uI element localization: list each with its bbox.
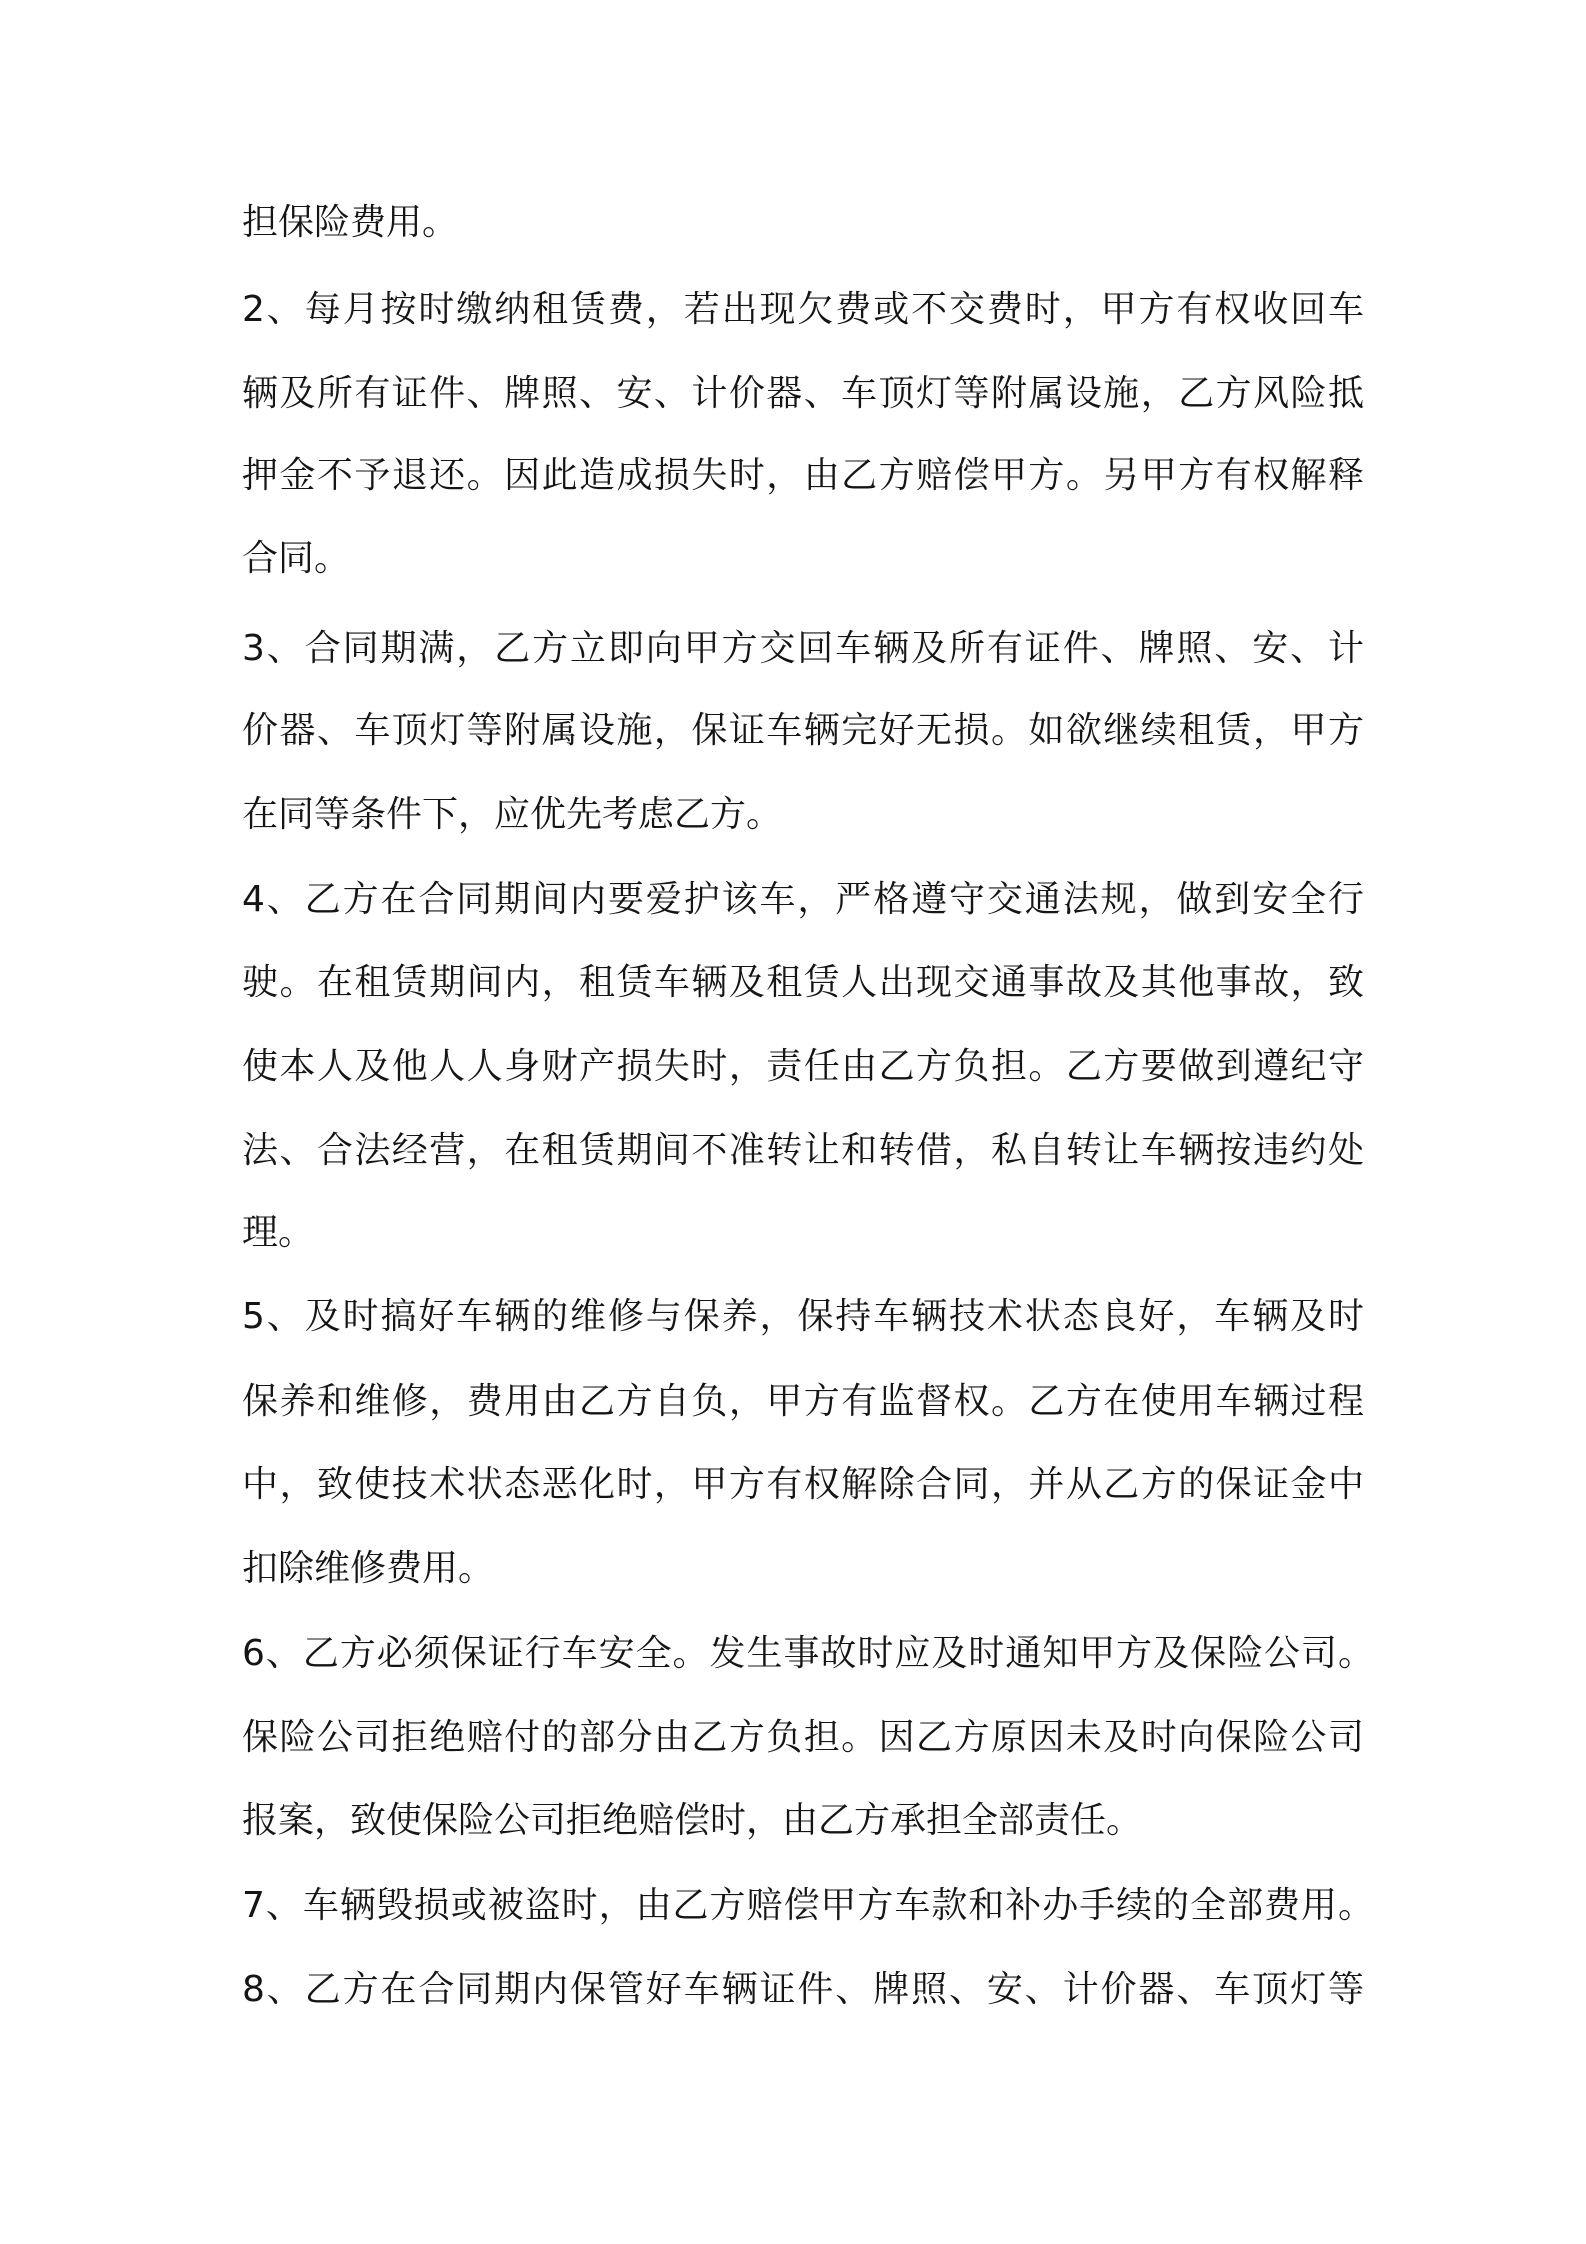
text-line: 辆及所有证件、牌照、安、计价器、车顶灯等附属设施，乙方风险抵	[242, 373, 1364, 414]
text-line: 5、及时搞好车辆的维修与保养，保持车辆技术状态良好，车辆及时	[242, 1296, 1364, 1337]
text-line: 使本人及他人人身财产损失时，责任由乙方负担。乙方要做到遵纪守	[242, 1046, 1364, 1087]
text-line: 报案，致使保险公司拒绝赔偿时，由乙方承担全部责任。	[242, 1800, 1143, 1841]
text-line: 2、每月按时缴纳租赁费，若出现欠费或不交费时，甲方有权收回车	[242, 289, 1364, 330]
text-line: 保养和维修，费用由乙方自负，甲方有监督权。乙方在使用车辆过程	[242, 1381, 1364, 1422]
text-line: 理。	[242, 1212, 315, 1253]
text-line: 3、合同期满，乙方立即向甲方交回车辆及所有证件、牌照、安、计	[242, 628, 1364, 669]
text-line: 在同等条件下，应优先考虑乙方。	[242, 794, 783, 835]
text-line: 保险公司拒绝赔付的部分由乙方负担。因乙方原因未及时向保险公司	[242, 1717, 1364, 1758]
text-line: 扣除维修费用。	[242, 1548, 495, 1589]
text-line: 6、乙方必须保证行车安全。发生事故时应及时通知甲方及保险公司。	[242, 1633, 1374, 1674]
text-line: 4、乙方在合同期间内要爱护该车，严格遵守交通法规，做到安全行	[242, 879, 1364, 920]
text-line: 合同。	[242, 538, 351, 579]
text-line: 中，致使技术状态恶化时，甲方有权解除合同，并从乙方的保证金中	[242, 1464, 1364, 1505]
text-line: 7、车辆毁损或被盗时，由乙方赔偿甲方车款和补办手续的全部费用。	[242, 1885, 1374, 1926]
text-line: 驶。在租赁期间内，租赁车辆及租赁人出现交通事故及其他事故，致	[242, 962, 1364, 1003]
text-line: 押金不予退还。因此造成损失时，由乙方赔偿甲方。另甲方有权解释	[242, 455, 1364, 496]
text-line: 8、乙方在合同期内保管好车辆证件、牌照、安、计价器、车顶灯等	[242, 1969, 1364, 2010]
text-line: 价器、车顶灯等附属设施，保证车辆完好无损。如欲继续租赁，甲方	[242, 710, 1364, 751]
text-line: 法、合法经营，在租赁期间不准转让和转借，私自转让车辆按违约处	[242, 1130, 1364, 1171]
text-line: 担保险费用。	[242, 202, 459, 243]
